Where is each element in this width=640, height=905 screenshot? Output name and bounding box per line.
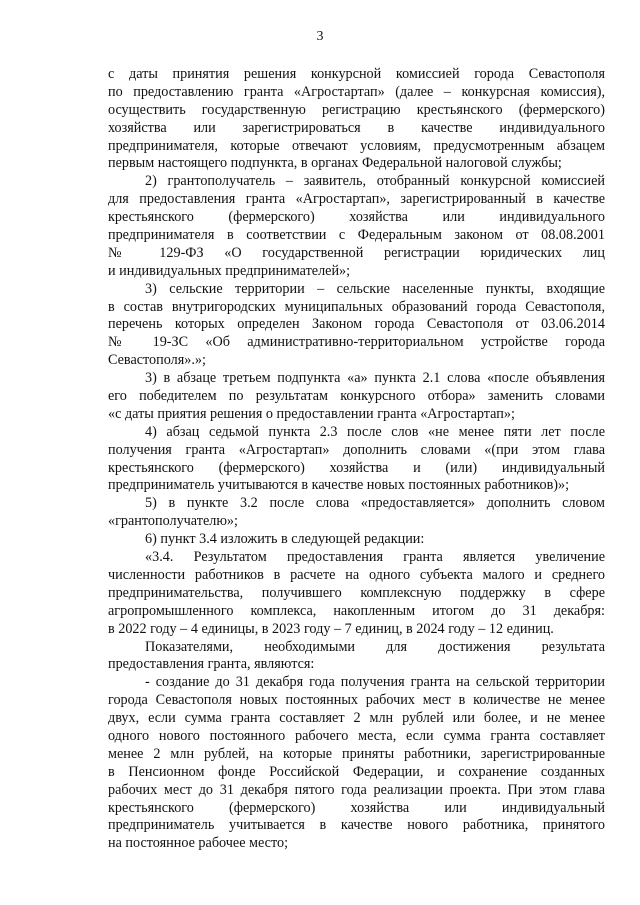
text-line: и индивидуальных предпринимателей»; [108, 262, 351, 279]
text-line: 3) в абзаце третьем подпункта «а» пункта 2.1 слова «после объявления [145, 370, 605, 387]
text-line: 6) пункт 3.4 изложить в следующей редакции: [145, 531, 425, 548]
text-line: Севастополя».»; [108, 352, 206, 369]
text-line: 4) абзац седьмой пункта 2.3 после слов «не менее пяти лет после [145, 423, 605, 440]
text-line: рабочих мест до 31 декабря пятого года реализации проекта. При этом глава [108, 781, 605, 798]
text-line: «с даты приятия решения о предоставлении гранта «Агростартап»; [108, 405, 515, 422]
text-line: предприниматель учитывается в качестве нового работника, принятого [108, 817, 605, 834]
text-line: одного нового постоянного рабочего места, если сумма гранта составляет [108, 727, 605, 744]
text-line: численности работников в расчете на одного субъекта малого и среднего [108, 566, 605, 583]
text-line: города Севастополя новых постоянных рабочих мест в количестве не менее [108, 692, 605, 709]
text-line: № 19-ЗС «Об административно-территориальном устройстве города [108, 334, 605, 351]
text-line: в Пенсионном фонде Российской Федерации, и сохранение созданных [108, 763, 605, 780]
text-line: агропромышленного комплекса, накопленным итогом до 31 декабря: [108, 602, 605, 619]
text-line: крестьянского (фермерского) хозяйства и (или) индивидуальный [108, 459, 605, 476]
text-line: осуществить государственную регистрацию крестьянского (фермерского) [108, 101, 605, 118]
text-line: «грантополучателю»; [108, 513, 238, 530]
text-line: предпринимателя, которые отвечают условиям, предусмотренным абзацем [108, 137, 605, 154]
text-line: для предоставления гранта «Агростартап», зарегистрированный в качестве [108, 191, 605, 208]
text-line: с даты принятия решения конкурсной комиссией города Севастополя [108, 66, 605, 82]
text-line: Показателями, необходимыми для достижения результата [145, 638, 605, 655]
text-line: в состав внутригородских муниципальных образований города Севастополя, [108, 298, 605, 315]
text-line: предпринимательства, получившего комплексную поддержку в сфере [108, 584, 605, 601]
text-line: предприниматель учитываются в качестве новых постоянных работников)»; [108, 477, 570, 494]
text-line: предпринимателя в соответствии с Федеральным законом от 08.08.2001 [108, 227, 605, 244]
text-line: 5) в пункте 3.2 после слова «предоставляется» дополнить словом [145, 495, 605, 512]
text-line: № 129-ФЗ «О государственной регистрации юридических лиц [108, 244, 605, 261]
text-line: «3.4. Результатом предоставления гранта является увеличение [145, 549, 605, 566]
text-line: 2) грантополучатель – заявитель, отобранный конкурсной комиссией [145, 173, 605, 190]
text-line: двух, если сумма гранта составляет 2 млн рублей или более, и не менее [108, 710, 605, 727]
text-line: получения гранта «Агростартап» дополнить словами «(при этом глава [108, 441, 605, 458]
page-number: 3 [316, 29, 324, 44]
text-line: менее 2 млн рублей, на которые приняты работники, зарегистрированные [108, 745, 605, 762]
text-line: первым настоящего подпункта, в органах Федеральной налоговой службы; [108, 155, 562, 172]
text-line: хозяйства или зарегистрироваться в качестве индивидуального [108, 119, 605, 136]
text-line: на постоянное рабочее место; [108, 835, 289, 852]
text-line: по предоставлению гранта «Агростартап» (далее – конкурсная комиссия), [108, 83, 605, 100]
text-line: крестьянского (фермерского) хозяйства или индивидуальный [108, 799, 605, 816]
text-line: перечень которых определен Законом города Севастополя от 03.06.2014 [108, 316, 605, 333]
text-line: предоставления гранта, являются: [108, 656, 315, 673]
text-line: его победителем по результатам конкурсного отбора» заменить словами [108, 388, 605, 405]
text-line: - создание до 31 декабря года получения гранта на сельской территории [145, 674, 605, 691]
text-line: 3) сельские территории – сельские населенные пункты, входящие [145, 280, 605, 297]
text-line: крестьянского (фермерского) хозяйства или индивидуального [108, 209, 605, 226]
document-body [108, 66, 605, 853]
text-line: в 2022 году – 4 единицы, в 2023 году – 7 единиц, в 2024 году – 12 единиц. [108, 620, 554, 637]
